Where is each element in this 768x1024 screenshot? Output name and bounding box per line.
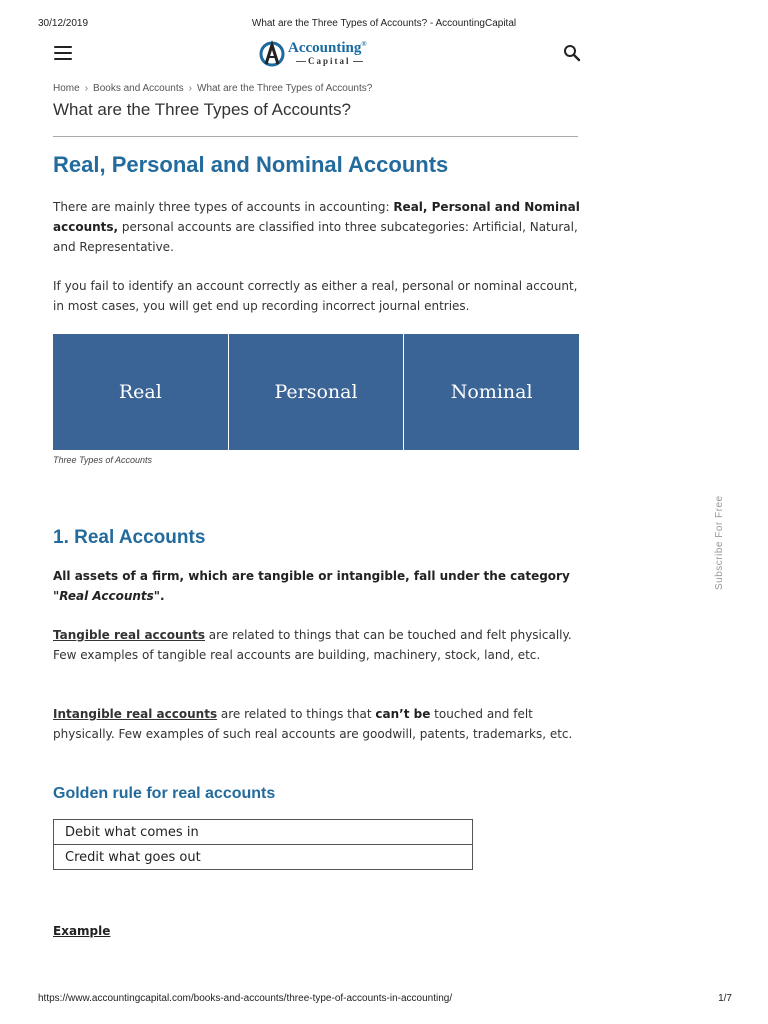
article-heading: Real, Personal and Nominal Accounts — [53, 152, 449, 177]
logo-sub: Capital — [294, 56, 365, 66]
type-real: Real — [53, 334, 228, 450]
menu-icon[interactable] — [54, 46, 72, 60]
rule-credit: Credit what goes out — [54, 845, 473, 870]
print-page-number: 1/7 — [718, 993, 732, 1004]
tangible-paragraph: Tangible real accounts are related to things that can be touched and felt physically. Few examples of tangible real accounts are building, machinery, stock, land, etc. — [53, 628, 572, 662]
real-accounts-definition: All assets of a firm, which are tangible or intangible, fall under the category "Real Accounts". — [53, 569, 570, 603]
title-divider — [53, 136, 578, 137]
subscribe-tab[interactable]: Subscribe For Free — [714, 495, 725, 590]
rule-debit: Debit what comes in — [54, 820, 473, 845]
table-row — [54, 845, 473, 870]
print-url: https://www.accountingcapital.com/books-and-accounts/three-type-of-accounts-in-accounting/ — [38, 993, 453, 1004]
site-logo[interactable] — [258, 37, 378, 71]
breadcrumb — [53, 83, 372, 94]
example-heading: Example — [53, 924, 111, 938]
logo-icon — [258, 37, 288, 71]
warning-paragraph: If you fail to identify an account correctly as either a real, personal or nominal account, in most cases, you will get end up recording incorrect journal entries. — [53, 279, 578, 313]
three-types-graphic — [53, 334, 579, 450]
print-title: What are the Three Types of Accounts? - AccountingCapital — [251, 18, 517, 29]
intangible-paragraph: Intangible real accounts are related to things that can’t be touched and felt physically. Few examples of such real accounts are goodwill, patents, trademarks, etc. — [53, 707, 573, 741]
intro-paragraph: There are mainly three types of accounts in accounting: Real, Personal and Nominal accounts, personal accounts are classified into three subcategories: Artificial, Natural, and Representative. — [53, 200, 580, 254]
breadcrumb-separator: › — [84, 83, 89, 94]
type-personal: Personal — [228, 334, 404, 450]
table-row — [54, 820, 473, 845]
print-date: 30/12/2019 — [38, 18, 89, 29]
golden-rule-table — [53, 819, 473, 870]
tangible-link[interactable]: Tangible real accounts — [53, 628, 205, 642]
search-icon[interactable] — [563, 44, 581, 62]
graphic-caption: Three Types of Accounts — [53, 455, 153, 465]
golden-rule-heading: Golden rule for real accounts — [53, 785, 276, 802]
page-title: What are the Three Types of Accounts? — [53, 100, 351, 119]
print-footer — [0, 993, 768, 1007]
real-accounts-heading: 1. Real Accounts — [53, 527, 206, 548]
breadcrumb-separator: › — [188, 83, 192, 94]
breadcrumb-current: What are the Three Types of Accounts? — [197, 83, 373, 94]
breadcrumb-books-and-accounts[interactable]: Books and Accounts — [93, 83, 184, 94]
type-nominal: Nominal — [403, 334, 579, 450]
print-header — [0, 18, 768, 32]
logo-brand: Accounting® — [288, 40, 367, 56]
breadcrumb-home[interactable]: Home — [53, 83, 80, 94]
intangible-link[interactable]: Intangible real accounts — [53, 707, 218, 721]
